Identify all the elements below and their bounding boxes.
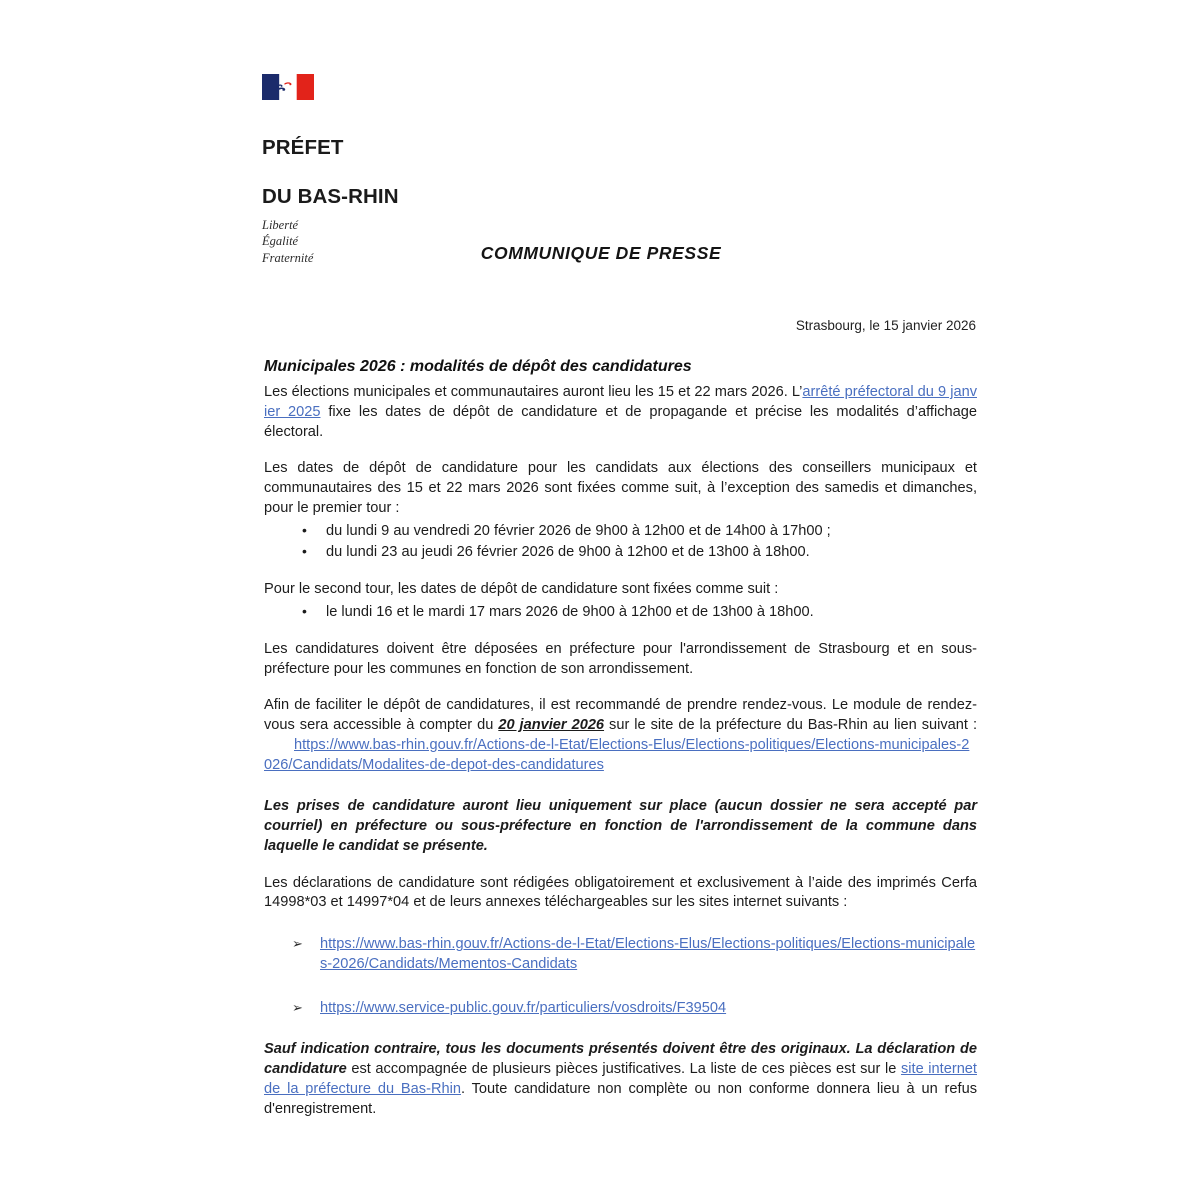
second-tour-dates-list (264, 602, 977, 623)
paragraph-cerfa: Les déclarations de candidature sont rédigées obligatoirement et exclusivement à l’aide des imprimés Cerfa 14998*03 et 14997*04 et de leurs annexes téléchargeables sur les sites internet suivants : (264, 874, 977, 911)
list-item (264, 935, 977, 974)
motto-liberte: Liberté (262, 217, 299, 232)
rdv-date-emphasis: 20 janvier 2026 (498, 717, 605, 734)
list-item: • le lundi 16 et le mardi 17 mars 2026 de 9h00 à 12h00 et de 13h00 à 18h00. (264, 602, 977, 623)
list-item: • du lundi 23 au jeudi 26 février 2026 de 9h00 à 12h00 et de 13h00 à 18h00. (264, 542, 977, 563)
arrete-prefectoral-link[interactable]: arrêté préfectoral du 9 janvier 2025 (264, 384, 977, 420)
paragraph-intro (264, 383, 977, 442)
prefet-line-2: DU BAS-RHIN (262, 184, 399, 208)
originaux-text-c: . Toute candidature non complète ou non conforme donnera lieu à un refus d'enregistrement. (264, 1080, 977, 1117)
modalites-depot-url-link[interactable]: https://www.bas-rhin.gouv.fr/Actions-de-l-Etat/Elections-Elus/Elections-politiques/Elections-municipales-2026/Candidats/Modalites-de-depot-des-candidatures (264, 736, 970, 773)
first-tour-dates-list (264, 521, 977, 563)
arrow-bullet-icon: ➢ (292, 936, 303, 952)
intro-text-b: fixe les dates de dépôt de candidature et de propagande et précise les modalités d’affichage électoral. (264, 403, 977, 440)
paragraph-sur-place-emphasis: Les prises de candidature auront lieu uniquement sur place (aucun dossier ne sera accepté par courriel) en préfecture ou sous-préfecture en fonction de l'arrondissement de la commune dans laquelle le candidat se présente. (264, 798, 977, 854)
prefet-line-1: PRÉFET (262, 136, 344, 160)
paragraph-originaux (264, 1040, 977, 1119)
dateline: Strasbourg, le 15 janvier 2026 (795, 318, 976, 333)
french-flag-marianne-logo (262, 74, 314, 100)
page-title: COMMUNIQUE DE PRESSE (480, 243, 722, 263)
prefecture-name (262, 112, 622, 209)
list-item: • du lundi 9 au vendredi 20 février 2026 de 9h00 à 12h00 et de 14h00 à 17h00 ; (264, 521, 977, 542)
motto-fraternite: Fraternité (262, 251, 314, 265)
list-item (264, 999, 977, 1019)
prefecture-site-link[interactable]: site internet de la préfecture du Bas-Rhin (264, 1061, 977, 1097)
originaux-text-b: est accompagnée de plusieurs pièces justificatives. La liste de ces pièces est sur le (346, 1061, 901, 1078)
originaux-bold-text: Sauf indication contraire, tous les documents présentés doivent être des originaux. La déclaration de candidature (264, 1041, 977, 1078)
paragraph-second-tour: Pour le second tour, les dates de dépôt de candidature sont fixées comme suit : (264, 580, 779, 597)
intro-text-a: Les élections municipales et communautaires auront lieu les 15 et 22 mars 2026. L’ (264, 384, 803, 400)
paragraph-depot-lieu: Les candidatures doivent être déposées en préfecture pour l'arrondissement de Strasbourg et en sous-préfecture pour les communes en fonction de son arrondissement. (264, 640, 977, 677)
rdv-text-a: Afin de faciliter le dépôt de candidatures, il est recommandé de prendre rendez-vous. Le module de rendez-vous sera accessible à compter du (264, 697, 977, 734)
paragraph-premier-tour: Les dates de dépôt de candidature pour les candidats aux élections des conseillers municipaux et communautaires des 15 et 22 mars 2026 sont fixées comme suit, à l’exception des samedis et dimanches, pour le premier tour : (264, 460, 977, 516)
service-public-link[interactable]: https://www.service-public.gouv.fr/particuliers/vosdroits/F39504 (320, 999, 727, 1016)
section-title: Municipales 2026 : modalités de dépôt des candidatures (264, 358, 692, 375)
mementos-candidats-link[interactable]: https://www.bas-rhin.gouv.fr/Actions-de-l-Etat/Elections-Elus/Elections-politiques/Elections-municipales-2026/Candidats/Mementos-Candidats (320, 936, 976, 972)
motto-egalite: Égalité (262, 234, 299, 249)
resource-links-list (264, 935, 977, 1018)
rdv-text-b: sur le site de la préfecture du Bas-Rhin au lien suivant : (604, 717, 977, 734)
paragraph-rendez-vous (264, 696, 977, 775)
letterhead (262, 74, 622, 267)
arrow-bullet-icon: ➢ (292, 999, 303, 1015)
document-body (264, 357, 977, 1119)
